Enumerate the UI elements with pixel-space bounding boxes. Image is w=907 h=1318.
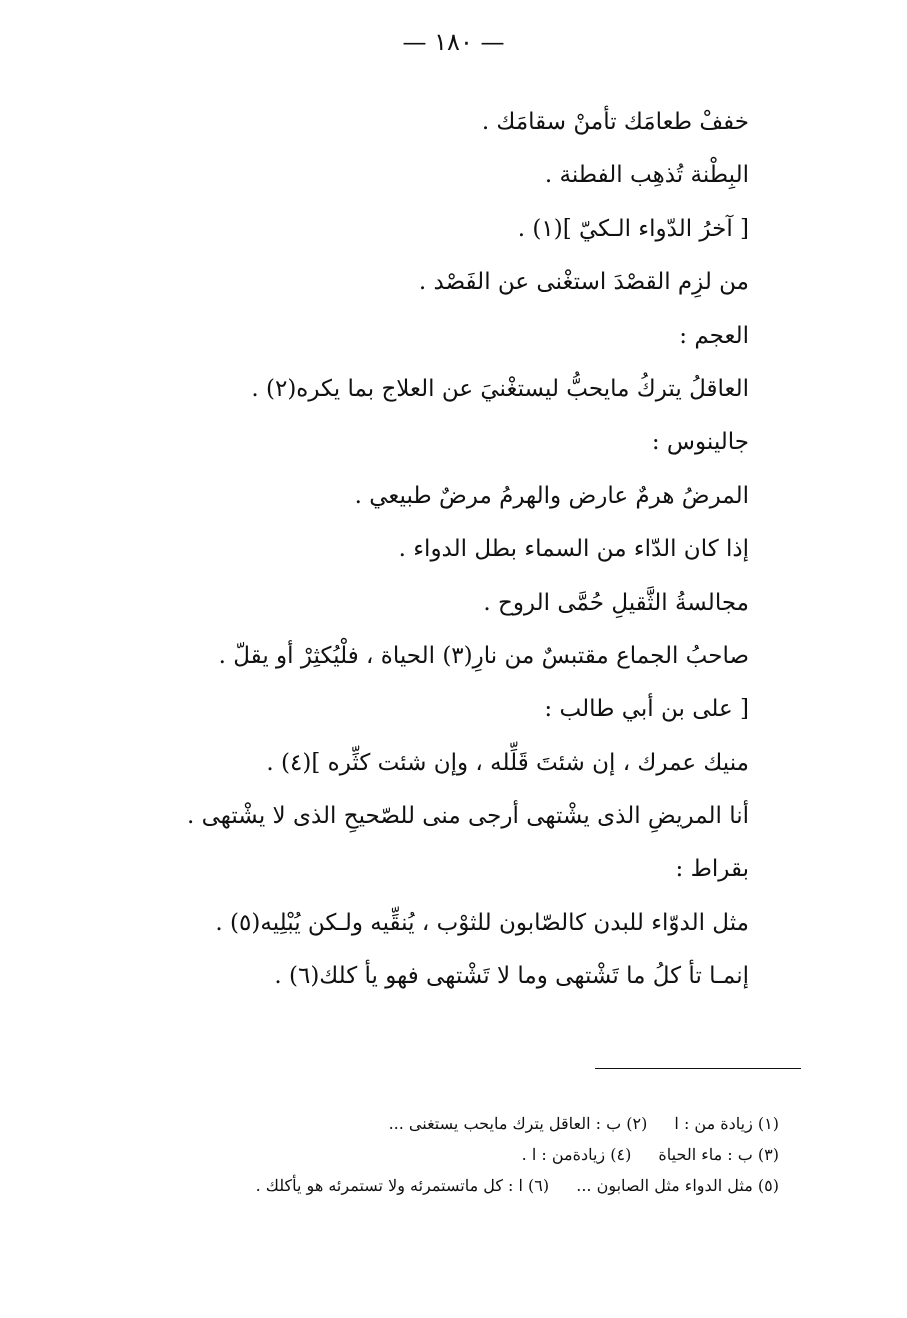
- text-line: المرضُ هرمٌ عارض والهرمُ مرضٌ طبيعي .: [354, 482, 749, 509]
- text-line: أنا المريضِ الذى يشْتهى أرجى منى للصّحيحِ الذى لا يشْتهى .: [186, 803, 749, 830]
- footnote: (٣) ب : ماء الحياة: [658, 1145, 779, 1164]
- section-heading: جالينوس :: [651, 429, 749, 456]
- footnote-line: [119, 1139, 779, 1170]
- footnote: (٢) ب : العاقل يترك مايحب يستغنى ...: [388, 1114, 648, 1133]
- text-line: منيك عمرك ، إن شئتَ قَلِّله ، وإن شئت كثِّره ](٤) .: [266, 749, 749, 776]
- text-line: مجالسةُ الثَّقيلِ حُمَّى الروح .: [483, 589, 749, 616]
- page-number: — ١٨٠ —: [402, 28, 505, 56]
- footnote-line: [119, 1170, 779, 1201]
- footnote: (١) زيادة من : ا: [674, 1114, 779, 1133]
- text-line: خففْ طعامَك تأمنْ سقامَك .: [481, 109, 749, 135]
- footnote: (٤) زيادةمن : ا .: [521, 1145, 632, 1164]
- text-line: من لزِم القصْدَ استغْنى عن الفَصْد .: [418, 269, 749, 296]
- footnote: (٦) ا : كل ماتستمرئه ولا تستمرئه هو يأكلك .: [255, 1176, 550, 1195]
- text-line: العاقلُ يتركُ مايحبُّ ليستغْنيَ عن العلاج بما يكره(٢) .: [251, 375, 749, 402]
- text-line: إذا كان الدّاء من السماء بطل الدواء .: [398, 536, 749, 563]
- footnotes: [119, 1108, 779, 1201]
- footnote-line: [119, 1108, 779, 1139]
- text-line: البِطْنة تُذهِب الفطنة .: [544, 162, 749, 189]
- text-line: مثل الدوّاء للبدن كالصّابون للثوْب ، يُنقِّيه ولـكن يُبْلِيه(٥) .: [215, 909, 749, 936]
- text-line: [ آخرُ الدّواء الـكيّ ](١) .: [517, 215, 749, 242]
- section-heading: العجم :: [679, 322, 749, 349]
- section-heading: بقراط :: [675, 856, 749, 883]
- text-line: صاحبُ الجماع مقتبسٌ من نارِ(٣) الحياة ، فلْيُكثِرْ أو يقلّ .: [218, 642, 749, 669]
- footnote-divider: [595, 1068, 801, 1069]
- footnote: (٥) مثل الدواء مثل الصابون ...: [576, 1176, 779, 1195]
- section-heading: [ على بن أبي طالب :: [544, 696, 749, 723]
- body-text: [129, 96, 749, 1004]
- text-line: إنمـا تأ كلُ ما تَشْتهى وما لا تَشْتهى فهو يأ كلك(٦) .: [274, 963, 749, 990]
